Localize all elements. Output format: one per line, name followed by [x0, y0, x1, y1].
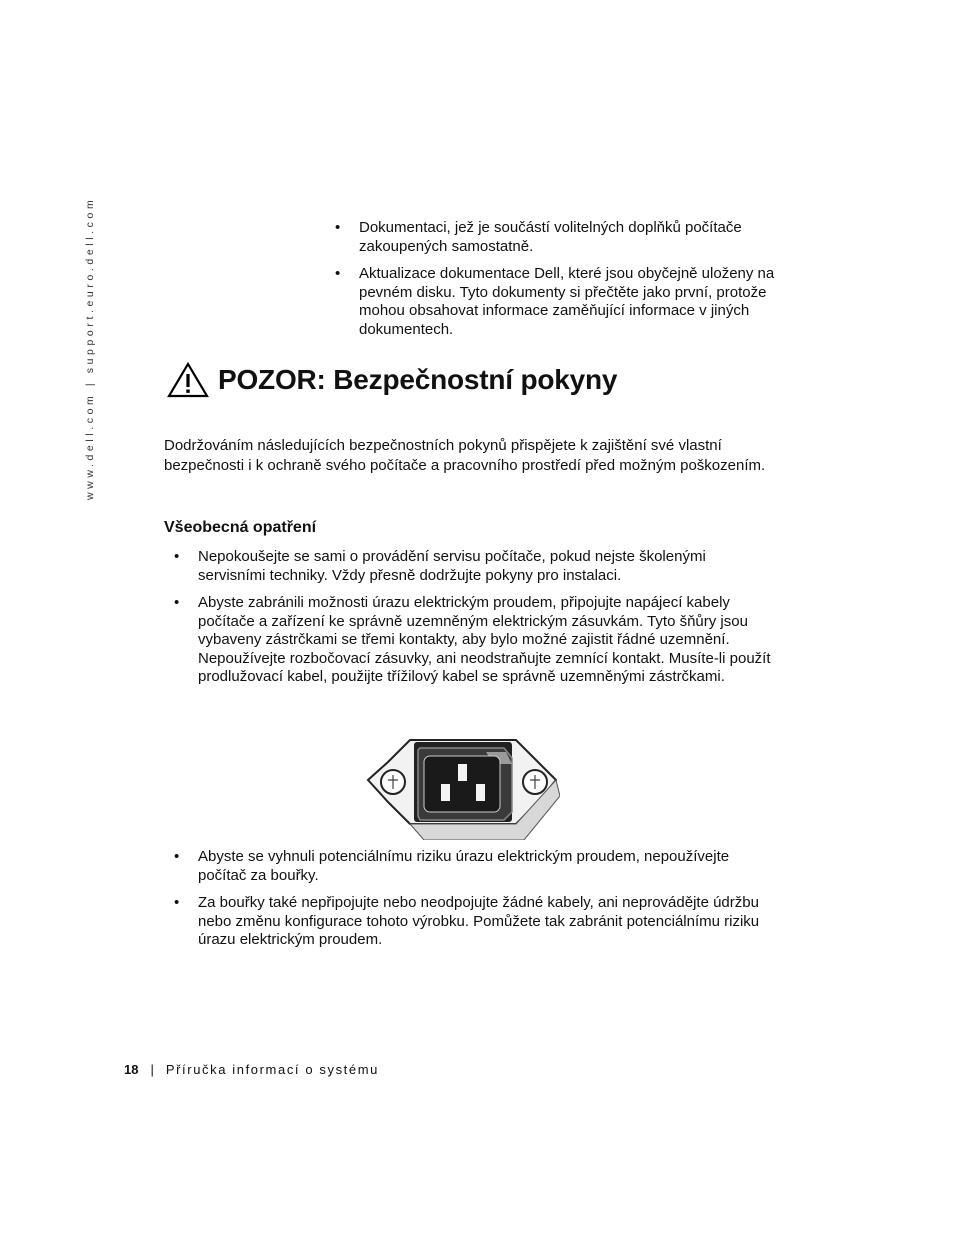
list-item [335, 265, 805, 339]
bullet-mark: • [174, 894, 180, 911]
storm-precautions-list [174, 848, 774, 959]
list-item-text: Aktualizace dokumentace Dell, které jsou obyčejně uloženy na pevném disku. Tyto dokumenty si přečtěte jako první, protože mohou obsahovat informace zaměňující informace v jiných dokumentech. [359, 265, 775, 338]
top-bullet-list [335, 219, 805, 348]
footer-separator: | [150, 1062, 154, 1077]
bullet-mark: • [174, 548, 180, 565]
page-footer [124, 1062, 379, 1077]
list-item [335, 219, 805, 256]
list-item-text: Za bouřky také nepřipojujte nebo neodpojujte žádné kabely, ani neprovádějte údržbu nebo změnu konfigurace tohoto výrobku. Pomůžete tak zabránit potenciálnímu riziku úrazu elektrickým proudem. [198, 894, 760, 948]
intro-paragraph: Dodržováním následujících bezpečnostních pokynů přispějete k zajištění své vlastní bezpečnosti i k ochraně svého počítače a pracovního prostředí před možným poškozením. [164, 437, 766, 474]
subheading: Všeobecná opatření [164, 519, 317, 536]
page-number: 18 [124, 1062, 139, 1077]
power-connector-illustration [366, 736, 560, 840]
list-item [174, 894, 774, 950]
footer-title: Příručka informací o systému [165, 1062, 379, 1077]
list-item [174, 594, 774, 687]
warning-triangle-icon [167, 362, 209, 398]
list-item [174, 548, 774, 585]
list-item-text: Abyste zabránili možnosti úrazu elektrickým proudem, připojujte napájecí kabely počítače a zařízení ke správně uzemněným elektrickým zásuvkám. Tyto šňůry jsou vybaveny zástrčkami se třemi kontakty, aby bylo možné zajistit řádné uzemnění. Nepoužívejte rozbočovací zásuvky, ani neodstraňujte zemnící kontakt. Musíte-li použít prodlužovací kabel, použijte třížilový kabel se správně uzemněnými zástrčkami. [198, 594, 771, 685]
bullet-mark: • [335, 265, 341, 282]
list-item [174, 848, 774, 885]
bullet-mark: • [174, 594, 180, 611]
list-item-text: Nepokoušejte se sami o provádění servisu počítače, pokud nejste školenými servisními techniky. Vždy přesně dodržujte pokyny pro instalaci. [198, 548, 706, 584]
page-title: POZOR: Bezpečnostní pokyny [218, 364, 618, 395]
side-url: www.dell.com | support.euro.dell.com [84, 196, 96, 500]
list-item-text: Abyste se vyhnuli potenciálnímu riziku úrazu elektrickým proudem, nepoužívejte počítač za bouřky. [198, 848, 730, 884]
bullet-mark: • [335, 219, 341, 236]
precautions-list [174, 548, 774, 696]
section-heading [167, 362, 617, 398]
bullet-mark: • [174, 848, 180, 865]
list-item-text: Dokumentaci, jež je součástí volitelných doplňků počítače zakoupených samostatně. [359, 219, 742, 255]
